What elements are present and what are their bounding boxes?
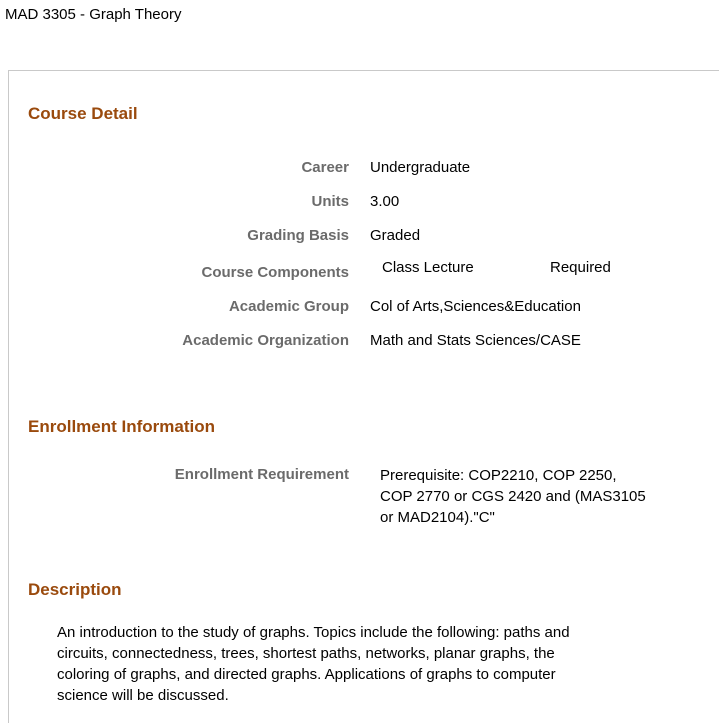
field-label-career: Career <box>301 159 349 176</box>
enrollment-requirement-line: COP 2770 or CGS 2420 and (MAS3105 <box>380 488 646 505</box>
description-line: science will be discussed. <box>57 687 229 704</box>
field-value-career: Undergraduate <box>370 159 471 176</box>
field-value-grading-basis: Graded <box>370 227 421 244</box>
enrollment-requirement-line: Prerequisite: COP2210, COP 2250, <box>380 467 617 484</box>
description-line: An introduction to the study of graphs. Topics include the following: paths and <box>57 624 570 641</box>
field-label-enrollment-requirement: Enrollment Requirement <box>174 466 349 483</box>
field-value-units: 3.00 <box>370 193 400 210</box>
section-heading-enrollment-information: Enrollment Information <box>28 417 215 436</box>
field-value-academic-group: Col of Arts,Sciences&Education <box>370 298 581 315</box>
section-heading-course-detail: Course Detail <box>28 104 138 123</box>
field-value-course-component: Class Lecture <box>382 259 474 276</box>
enrollment-requirement-line: or MAD2104)."C" <box>380 509 495 526</box>
field-value-academic-organization: Math and Stats Sciences/CASE <box>370 332 581 349</box>
page-title: MAD 3305 - Graph Theory <box>5 6 182 23</box>
field-label-academic-group: Academic Group <box>228 298 349 315</box>
field-label-grading-basis: Grading Basis <box>247 227 349 244</box>
field-label-course-components: Course Components <box>201 264 349 281</box>
field-value-enrollment-requirement <box>380 465 646 528</box>
description-line: coloring of graphs, and directed graphs. Applications of graphs to computer <box>57 666 556 683</box>
field-value-course-component-status: Required <box>550 259 611 276</box>
field-label-academic-organization: Academic Organization <box>182 332 349 349</box>
section-heading-description: Description <box>28 580 122 599</box>
description-text <box>57 622 570 706</box>
description-line: circuits, connectedness, trees, shortest paths, networks, planar graphs, the <box>57 645 555 662</box>
field-label-units: Units <box>311 193 349 210</box>
